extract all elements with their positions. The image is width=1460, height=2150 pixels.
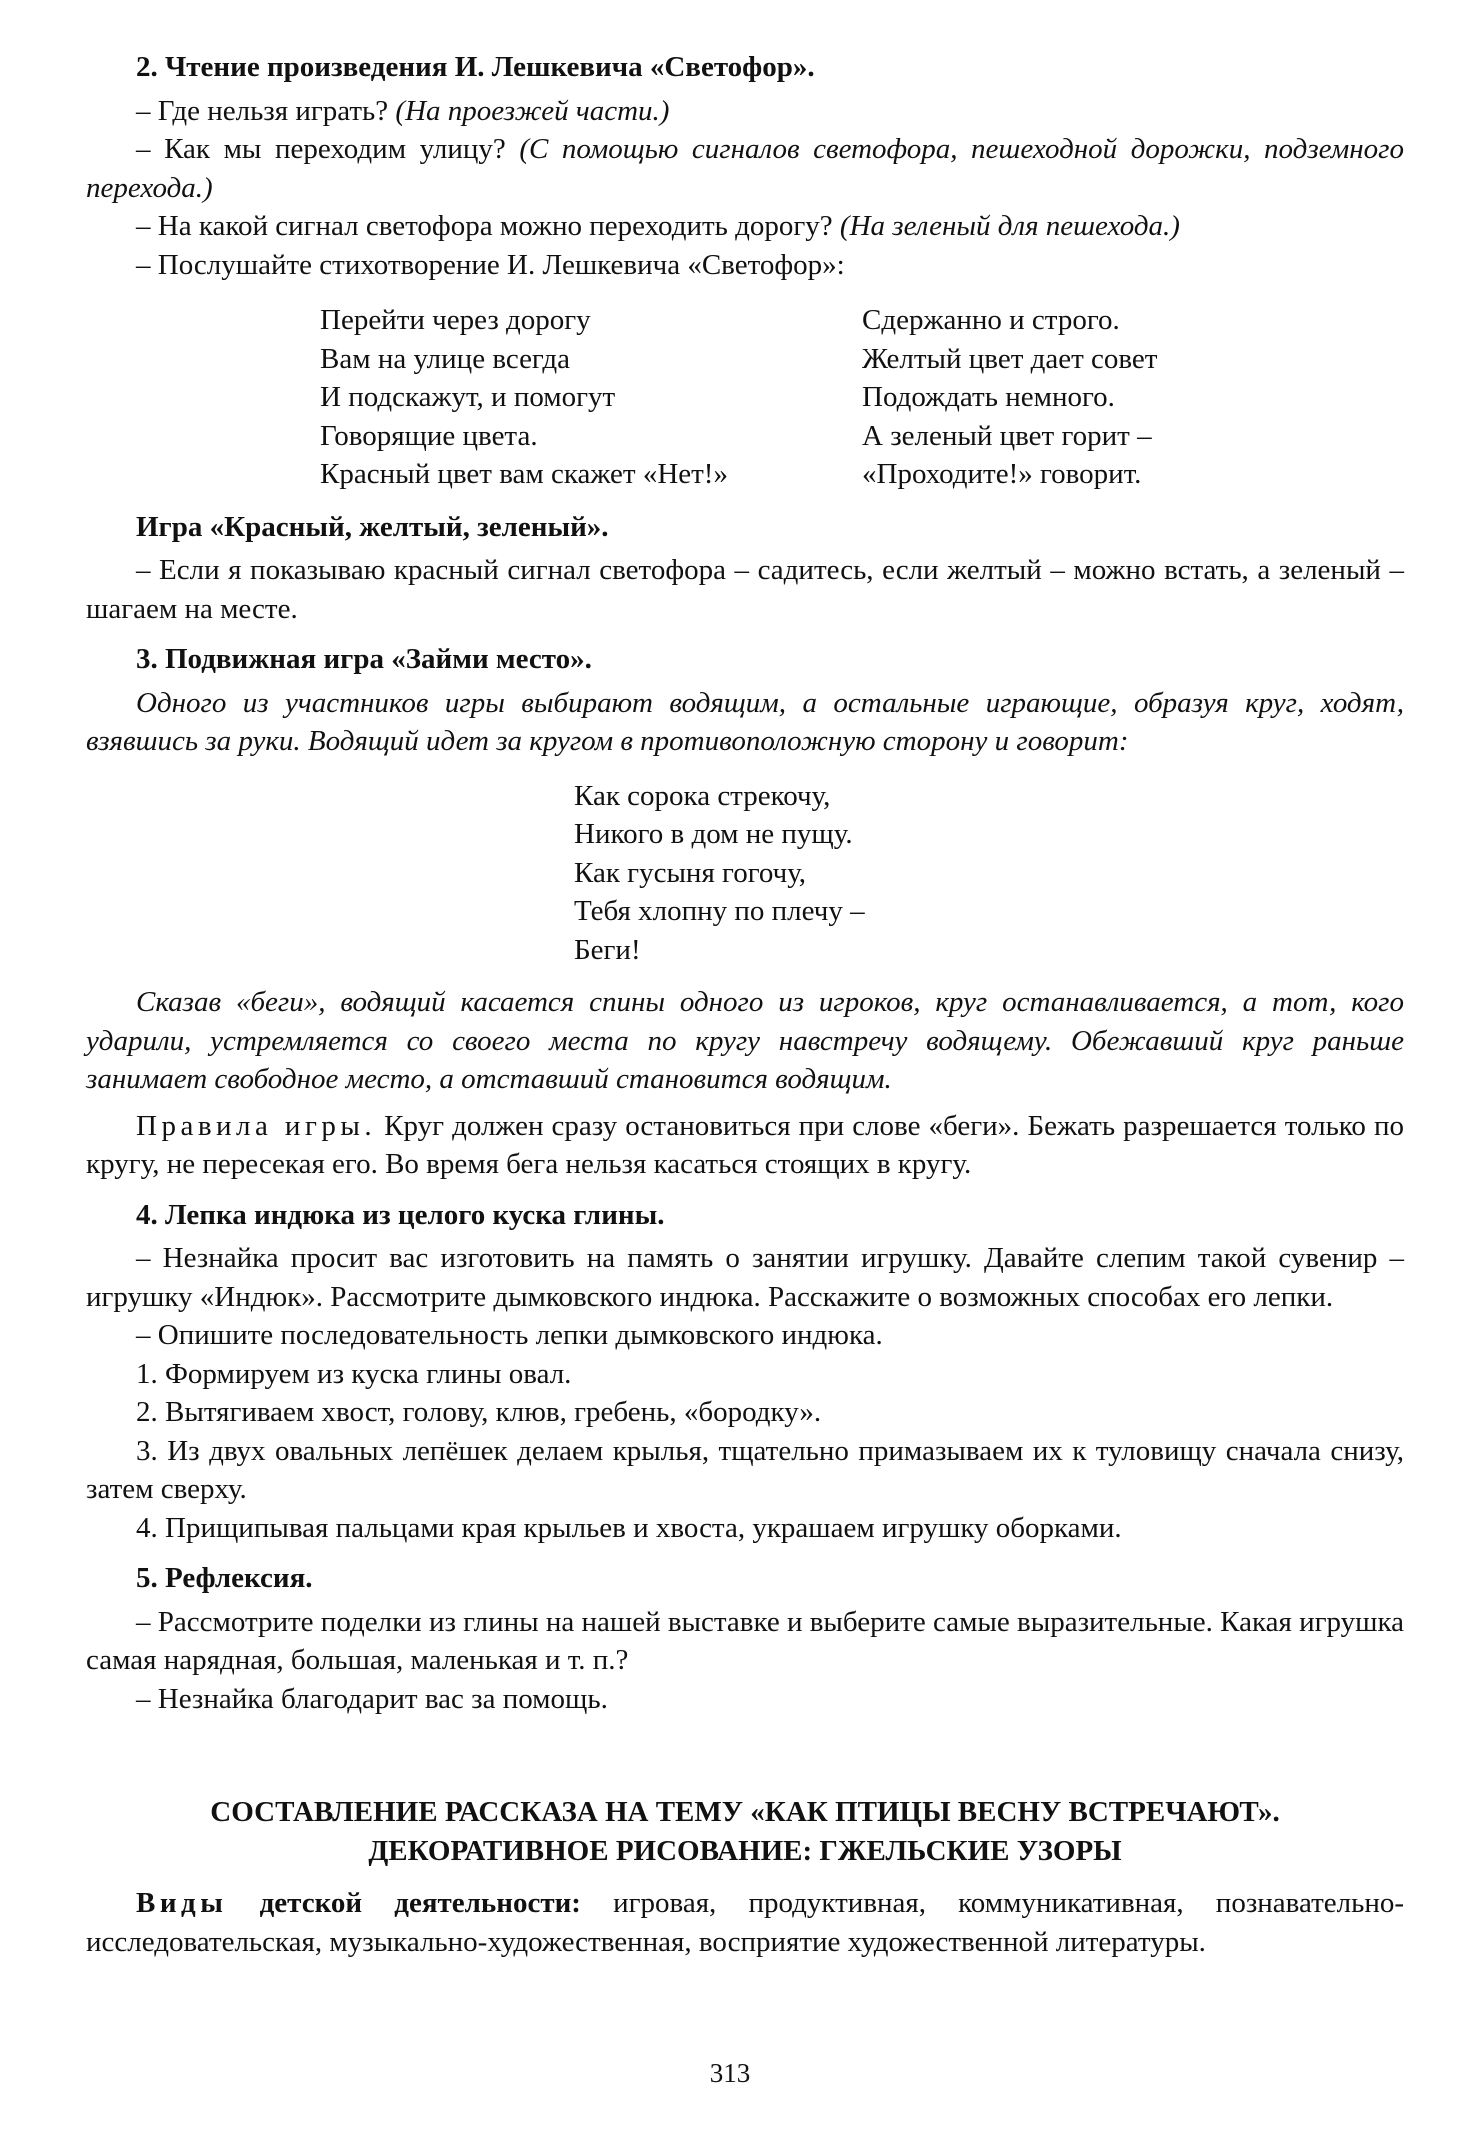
paragraph: Одного из участников игры выбирают водящим, а остальные играющие, образуя круг, ходят, взявшись за руки. Водящий идет за кругом в противоположную сторону и говорит:	[86, 686, 1404, 757]
question-text: – На какой сигнал светофора можно переходить дорогу?	[136, 210, 833, 242]
page-number: 313	[709, 2058, 751, 2088]
poem-line: Вам на улице всегда	[320, 342, 571, 375]
poem-line: Тебя хлопну по плечу –	[574, 895, 865, 927]
answer-text: (На зеленый для пешехода.)	[839, 210, 1180, 242]
paragraph	[86, 130, 1404, 207]
rules-paragraph	[86, 1107, 1404, 1184]
activity-types-paragraph	[86, 1884, 1404, 1961]
paragraph: Сказав «беги», водящий касается спины одного из игроков, круг останавливается, а тот, кого ударили, устремляется со своего места по кругу навстречу водящему. Обежавший круг раньше занимает свободное место, а отставший становится водящим.	[86, 986, 1404, 1095]
poem-zaimi-mesto	[574, 777, 1404, 970]
poem-line: А зеленый цвет горит –	[862, 419, 1152, 452]
paragraph: – Если я показываю красный сигнал светофора – садитесь, если желтый – можно встать, а зеленый – шагаем на месте.	[86, 554, 1404, 625]
paragraph: – Незнайка благодарит вас за помощь.	[136, 1682, 608, 1715]
answer-text: (С помощью сигналов светофора, пешеходной дорожки, подземного перехода.)	[86, 133, 1404, 204]
poem-column-right	[862, 301, 1404, 494]
activity-text: игровая, продуктивная, коммуникативная, познавательно-исследовательская, музыкально-художественная, восприятие художественной литературы.	[86, 1887, 1405, 1958]
poem-line: Как гусыня гогочу,	[574, 856, 807, 889]
activity-label-spaced: Виды	[136, 1887, 228, 1919]
poem-column-left	[320, 301, 862, 494]
question-text: – Как мы переходим улицу?	[136, 133, 506, 165]
section-heading: 3. Подвижная игра «Займи место».	[136, 643, 592, 675]
answer-text: (На проезжей части.)	[395, 94, 670, 127]
poem-line: «Проходите!» говорит.	[862, 458, 1142, 490]
section-heading: 4. Лепка индюка из целого куска глины.	[136, 1198, 665, 1231]
poem-line: Как сорока стрекочу,	[574, 779, 831, 812]
lesson-title	[86, 1793, 1404, 1870]
paragraph: – Незнайка просит вас изготовить на память о занятии игрушку. Давайте слепим такой сувенир – игрушку «Индюк». Рассмотрите дымковского индюка. Расскажите о возможных способах его лепки.	[86, 1242, 1404, 1313]
poem-line: Красный цвет вам скажет «Нет!»	[320, 458, 728, 490]
poem-line: Говорящие цвета.	[320, 419, 538, 452]
poem-line: Перейти через дорогу	[320, 304, 591, 336]
lesson-title-line: ДЕКОРАТИВНОЕ РИСОВАНИЕ: ГЖЕЛЬСКИЕ УЗОРЫ	[368, 1834, 1122, 1867]
poem-line: Подождать немного.	[862, 381, 1115, 413]
paragraph: – Рассмотрите поделки из глины на нашей выставке и выберите самые выразительные. Какая игрушка самая нарядная, большая, маленькая и т. п.?	[86, 1605, 1404, 1676]
paragraph: – Опишите последовательность лепки дымковского индюка.	[136, 1319, 883, 1351]
poem-svetofor	[320, 301, 1404, 494]
section-heading: 5. Рефлексия.	[136, 1562, 313, 1594]
step-item: 1. Формируем из куска глины овал.	[136, 1357, 572, 1390]
activity-label: детской деятельности:	[259, 1887, 581, 1919]
step-item: 4. Прищипывая пальцами края крыльев и хвоста, украшаем игрушку оборками.	[136, 1511, 1122, 1544]
poem-line: Никого в дом не пущу.	[574, 818, 853, 850]
section-heading: 2. Чтение произведения И. Лешкевича «Светофор».	[136, 51, 815, 83]
poem-line: Беги!	[574, 933, 641, 966]
poem-line: Сдержанно и строго.	[862, 304, 1120, 336]
page-content	[86, 48, 1404, 1961]
rules-label: Правила игры.	[136, 1109, 377, 1142]
question-text: – Где нельзя играть?	[136, 94, 389, 127]
paragraph	[86, 92, 1404, 131]
poem-line: И подскажут, и помогут	[320, 381, 616, 413]
step-item: 2. Вытягиваем хвост, голову, клюв, гребень, «бородку».	[136, 1396, 822, 1428]
lesson-title-line: СОСТАВЛЕНИЕ РАССКАЗА НА ТЕМУ «КАК ПТИЦЫ ВЕСНУ ВСТРЕЧАЮТ».	[210, 1796, 1280, 1828]
paragraph	[86, 207, 1404, 246]
section-heading: Игра «Красный, желтый, зеленый».	[136, 510, 609, 543]
poem-line: Желтый цвет дает совет	[862, 342, 1158, 375]
rules-text: Круг должен сразу остановиться при слове «беги». Бежать разрешается только по кругу, не пересекая его. Во время бега нельзя касаться стоящих в кругу.	[86, 1109, 1405, 1180]
paragraph: – Послушайте стихотворение И. Лешкевича «Светофор»:	[136, 248, 845, 281]
step-item: 3. Из двух овальных лепёшек делаем крылья, тщательно примазываем их к туловищу сначала снизу, затем сверху.	[86, 1434, 1404, 1505]
